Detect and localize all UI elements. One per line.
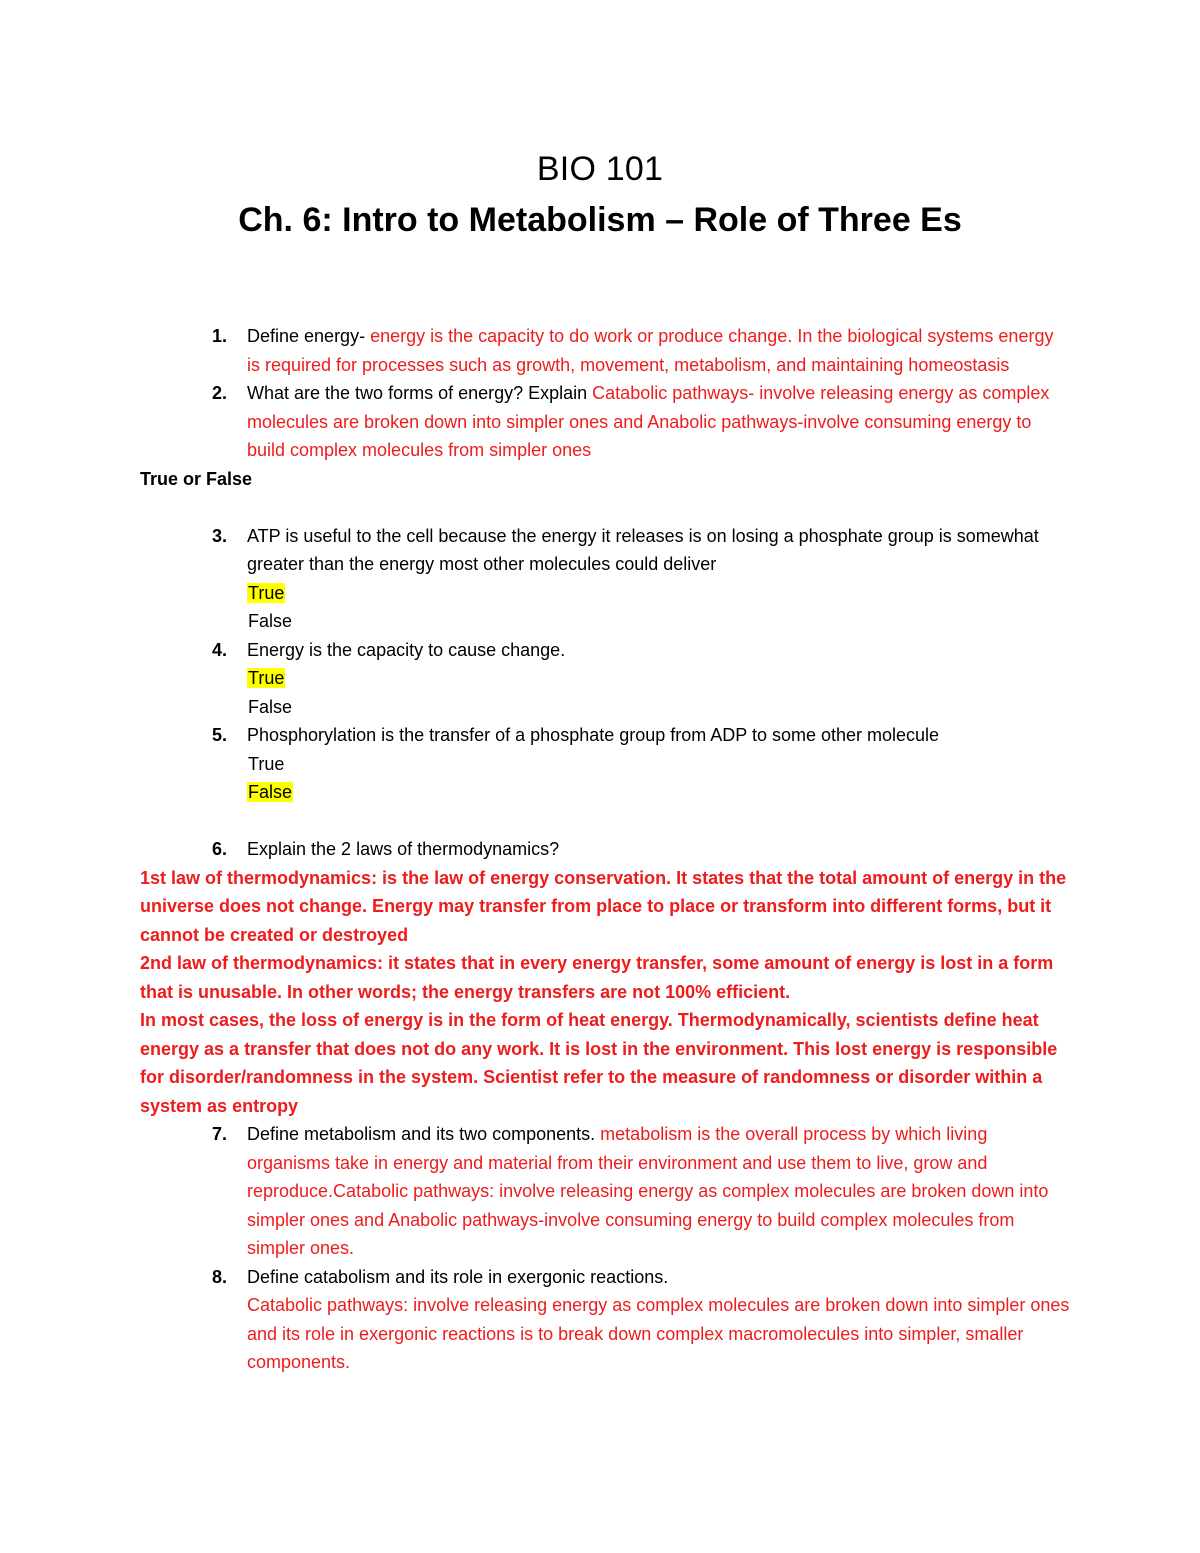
- question-5: [140, 721, 1070, 807]
- question-text: Define metabolism and its two components.: [247, 1124, 601, 1144]
- question-1: [140, 322, 1070, 379]
- question-text: Explain the 2 laws of thermodynamics?: [247, 839, 560, 859]
- option-true-label: True: [248, 668, 285, 688]
- option-false: [247, 778, 1070, 807]
- spacer: [140, 807, 1070, 836]
- question-text: What are the two forms of energy? Explain: [247, 383, 593, 403]
- page-subtitle: Ch. 6: Intro to Metabolism – Role of Three Es: [238, 201, 962, 239]
- question-text: Energy is the capacity to cause change.: [247, 639, 566, 660]
- answer-text: energy is the capacity to do work or produce change. In the biological systems energy is required for processes such as growth, movement, metabolism, and maintaining homeostasis: [247, 326, 1054, 375]
- entropy-paragraph: In most cases, the loss of energy is in the form of heat energy. Thermodynamically, scientists define heat energy as a transfer that does not do any work. It is lost in the environment. This lost energy is responsible for disorder/randomness in the system. Scientist refer to the measure of randomness or disorder within a system as entropy: [140, 1010, 1058, 1116]
- question-text: ATP is useful to the cell because the energy it releases is on losing a phosphate group is somewhat greater than the energy most other molecules could deliver: [247, 525, 1039, 574]
- question-7: [140, 1120, 1070, 1263]
- option-false-label: False: [248, 611, 293, 631]
- question-text: Define energy-: [247, 326, 371, 346]
- question-number: 1.: [212, 326, 228, 346]
- question-6: [140, 835, 1070, 864]
- option-true: [247, 750, 1070, 779]
- question-2: [140, 379, 1070, 465]
- title-block: [0, 148, 1200, 244]
- option-false: [247, 607, 1070, 636]
- option-true-label: True: [248, 582, 285, 603]
- option-false: [247, 693, 1070, 722]
- answer-text: metabolism is the overall process by which living organisms take in energy and material from their environment and use them to live, grow and reproduce.Catabolic pathways: involve releasing energy as complex molecules are broken down into simpler ones and Anabolic pathways-involve consuming energy to build complex molecules from simpler ones.: [247, 1124, 1049, 1258]
- page-title: BIO 101: [536, 150, 664, 188]
- thermodynamics-answer: [140, 864, 1070, 1121]
- first-law-paragraph: 1st law of thermodynamics: is the law of energy conservation. It states that the total amount of energy in the universe does not change. Energy may transfer from place to place or transform into different forms, but it cannot be created or destroyed: [140, 867, 1067, 945]
- option-false-label: False: [248, 782, 293, 802]
- question-text: Phosphorylation is the transfer of a phosphate group from ADP to some other molecule: [247, 725, 940, 745]
- answer-text: Catabolic pathways- involve releasing energy as complex molecules are broken down into simpler ones and Anabolic pathways-involve consuming energy to build complex molecules from simpler ones: [247, 383, 1050, 460]
- option-false-label: False: [248, 696, 293, 717]
- question-text: Define catabolism and its role in exergonic reactions.: [247, 1266, 669, 1287]
- section-heading-true-false: True or False: [140, 468, 253, 489]
- option-true: [247, 664, 1070, 693]
- spacer: [140, 493, 1070, 522]
- option-true: [247, 579, 1070, 608]
- worksheet-content: [140, 322, 1070, 1377]
- question-3: [140, 522, 1070, 636]
- second-law-paragraph: 2nd law of thermodynamics: it states that in every energy transfer, some amount of energy is lost in a form that is unusable. In other words; the energy transfers are not 100% efficient.: [140, 953, 1054, 1002]
- question-number: 7.: [212, 1124, 228, 1144]
- question-number: 4.: [212, 639, 228, 660]
- question-number: 3.: [212, 525, 228, 546]
- question-number: 5.: [212, 725, 228, 745]
- question-number: 6.: [212, 839, 228, 859]
- question-8: [140, 1263, 1070, 1377]
- answer-text: Catabolic pathways: involve releasing energy as complex molecules are broken down into simpler ones and its role in exergonic reactions is to break down complex macromolecules into simpler, smaller components.: [247, 1295, 1070, 1372]
- option-true-label: True: [248, 753, 285, 774]
- question-number: 2.: [212, 383, 228, 403]
- question-4: [140, 636, 1070, 722]
- question-number: 8.: [212, 1266, 228, 1287]
